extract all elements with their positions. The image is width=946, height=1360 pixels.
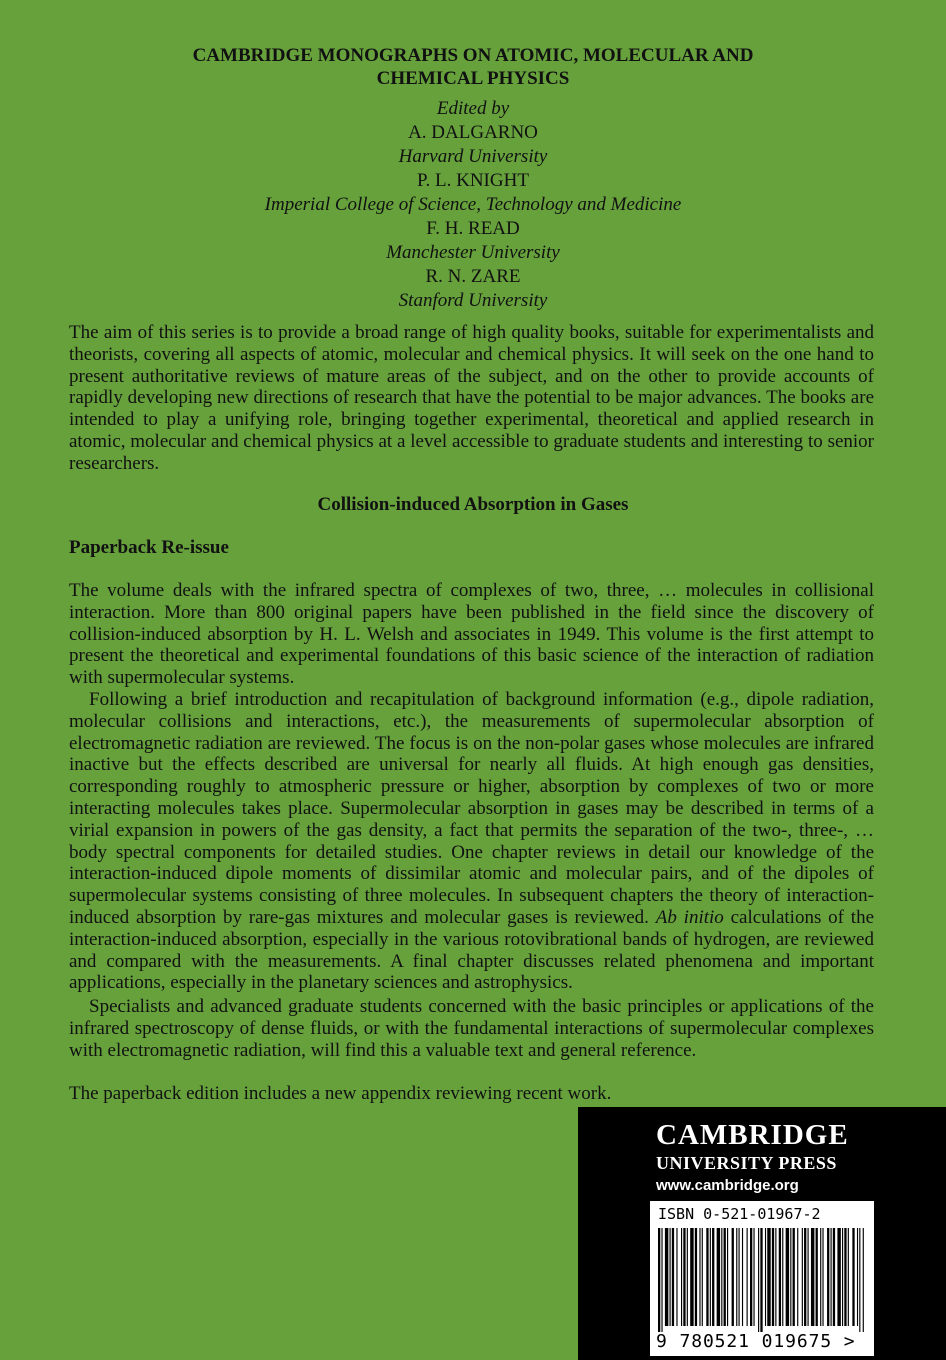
ab-initio-italic: Ab initio xyxy=(655,906,724,928)
barcode-bar xyxy=(742,1228,743,1326)
barcode-bar xyxy=(797,1228,798,1326)
barcode-bar xyxy=(852,1228,854,1326)
barcode-bar xyxy=(695,1228,697,1326)
barcode-bar xyxy=(831,1228,832,1326)
isbn-text: ISBN 0-521-01967-2 xyxy=(658,1205,821,1223)
blurb-paragraph-3: Specialists and advanced graduate students concerned with the basic principles or applications of the infrared spectroscopy of dense fluids, or with the fundamental interactions of supermolecular complexes with electromagnetic radiation, will find this a valuable text and general reference. xyxy=(69,996,874,1061)
barcode-bar xyxy=(706,1228,708,1326)
editor-affiliation: Imperial College of Science, Technology and Medicine xyxy=(264,194,682,215)
barcode-bar xyxy=(802,1228,803,1326)
series-title-line2: CHEMICAL PHYSICS xyxy=(376,68,570,89)
barcode-bar xyxy=(760,1228,762,1332)
barcode-bar xyxy=(727,1228,728,1326)
ean-text: 9 780521 019675 > xyxy=(656,1331,856,1352)
blurb-paragraph-2-end: calculations of the interaction-induced absorption, especially in the various rotovibrational bands of hydrogen, are reviewed and compared with the measurements. A final chapter discusses related phenomena and important applications, especially in the planetary sciences and astrophysics. xyxy=(69,906,875,994)
edition-heading: Paperback Re-issue xyxy=(69,537,229,558)
barcode-bar xyxy=(753,1228,754,1326)
barcode-bar xyxy=(681,1228,682,1326)
barcode-bar xyxy=(822,1228,823,1326)
barcode-bar xyxy=(827,1228,829,1326)
barcode-bar xyxy=(790,1228,791,1326)
editor-name: F. H. READ xyxy=(426,218,520,239)
barcode-bar xyxy=(859,1228,860,1332)
barcode-bar xyxy=(837,1228,840,1326)
publisher-press: UNIVERSITY PRESS xyxy=(656,1153,837,1173)
barcode-bar xyxy=(811,1228,814,1326)
blurb-paragraph-2 xyxy=(69,689,874,994)
barcode-bar xyxy=(676,1228,677,1326)
barcode-bar xyxy=(848,1228,849,1326)
barcode-bar xyxy=(687,1228,688,1326)
series-title-line1: CAMBRIDGE MONOGRAPHS ON ATOMIC, MOLECULAR AND xyxy=(192,45,754,66)
publisher-name: CAMBRIDGE xyxy=(656,1119,849,1151)
barcode-bar xyxy=(732,1228,734,1326)
barcode-bar xyxy=(658,1228,660,1332)
editor-name: A. DALGARNO xyxy=(408,122,538,143)
editor-name: R. N. ZARE xyxy=(425,266,521,287)
series-title xyxy=(0,44,946,90)
barcode-bar xyxy=(793,1228,795,1326)
barcode-bar xyxy=(712,1228,714,1326)
editor-name: P. L. KNIGHT xyxy=(417,170,529,191)
barcode-bar xyxy=(820,1228,821,1326)
barcode-bar xyxy=(782,1228,783,1326)
barcode-bar xyxy=(710,1228,711,1326)
barcode-bar xyxy=(758,1228,759,1332)
barcode-bar xyxy=(665,1228,668,1326)
barcode-bar xyxy=(736,1228,737,1326)
barcode-bar xyxy=(842,1228,843,1326)
editors-block xyxy=(0,97,946,313)
barcode-bar xyxy=(724,1228,726,1326)
appendix-note: The paperback edition includes a new appendix reviewing recent work. xyxy=(69,1083,612,1104)
barcode-bar xyxy=(690,1228,693,1326)
publisher-website: www.cambridge.org xyxy=(656,1177,799,1194)
editor-affiliation: Stanford University xyxy=(398,290,548,311)
barcode-bar xyxy=(767,1228,770,1326)
edited-by-label: Edited by xyxy=(436,98,510,119)
barcode-bar xyxy=(699,1228,700,1326)
barcode-bar xyxy=(702,1228,703,1326)
barcode-bar xyxy=(672,1228,674,1326)
barcode-bar xyxy=(844,1228,846,1326)
editor-affiliation: Manchester University xyxy=(386,242,560,263)
barcode-bar xyxy=(717,1228,720,1326)
barcode-panel xyxy=(650,1201,874,1356)
barcode-bar xyxy=(750,1228,752,1326)
blurb-paragraph-2-start: Following a brief introduction and recapitulation of background information (e.g., dipole radiation, molecular collisions and interactions, etc.), the measurements of supermolecular absorption of electromagnetic radiation are reviewed. The focus is on the non-polar gases whose molecules are infrared inactive but the effects described are universal for nearly all fluids. At high enough gas densities, corresponding roughly to atmospheric pressure or higher, absorption by complexes of two or more interacting molecules takes place. Supermolecular absorption in gases may be described in terms of a virial expansion in powers of the gas density, a fact that permits the separation of the two-, three-, … body spectral components for detailed studies. One chapter reviews in detail our knowledge of the interaction-induced dipole moments of dissimilar atomic and molecular pairs, and of the dipoles of supermolecular systems consisting of three molecules. In subsequent chapters the theory of interaction-induced absorption by rare-gas mixtures and molecular gases is reviewed. xyxy=(69,689,874,928)
barcode-bar xyxy=(747,1228,748,1326)
barcode-bar xyxy=(808,1228,809,1326)
series-description: The aim of this series is to provide a broad range of high quality books, suitable for experimentalists and theorists, covering all aspects of atomic, molecular and chemical physics. It will seek on the one hand to present authoritative reviews of mature areas of the subject, and on the other to provide accounts of rapidly developing new directions of research that have the potential to be major advances. The books are intended to play a unifying role, bringing together experimental, theoretical and applied research in atomic, molecular and chemical physics at a level accessible to graduate students and interesting to senior researchers. xyxy=(69,322,874,474)
barcode-bar xyxy=(775,1228,776,1326)
barcode-bar xyxy=(816,1228,818,1326)
barcode-bar xyxy=(683,1228,685,1326)
editor-affiliation: Harvard University xyxy=(398,146,548,167)
book-title: Collision-induced Absorption in Gases xyxy=(317,494,629,515)
barcode-bar xyxy=(721,1228,722,1326)
barcode-bar xyxy=(863,1228,864,1332)
barcode-bar xyxy=(786,1228,789,1326)
publisher-box xyxy=(578,1107,946,1360)
barcode-bar xyxy=(739,1228,740,1326)
barcode-bar xyxy=(857,1228,858,1326)
barcode-bar xyxy=(833,1228,835,1326)
barcode-bar xyxy=(765,1228,766,1326)
barcode-bar xyxy=(661,1228,662,1332)
barcode-bar xyxy=(670,1228,671,1326)
blurb-paragraph-1: The volume deals with the infrared spectra of complexes of two, three, … molecules in collisional interaction. More than 800 original papers have been published in the field since the discovery of collision-induced absorption by H. L. Welsh and associates in 1949. This volume is the first attempt to present the theoretical and experimental foundations of this basic science of the interaction of radiation with supermolecular systems. xyxy=(69,580,874,689)
barcode-bar xyxy=(772,1228,774,1326)
barcode-bar xyxy=(804,1228,806,1326)
barcode-bar xyxy=(779,1228,781,1326)
